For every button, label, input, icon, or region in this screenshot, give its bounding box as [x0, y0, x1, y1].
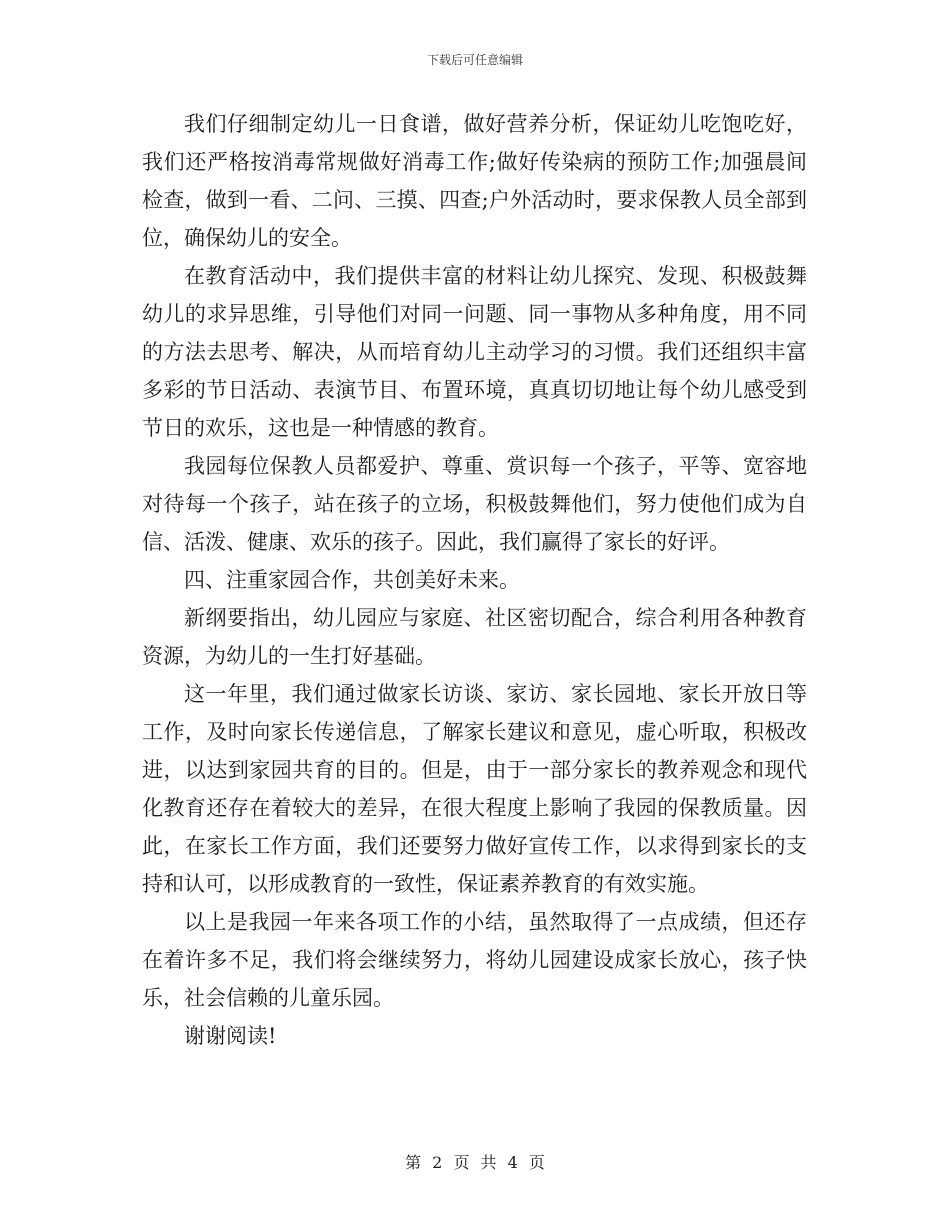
closing-line: 谢谢阅读! [184, 1024, 277, 1048]
paragraph: 我园每位保教人员都爱护、尊重、赏识每一个孩子，平等、宽容地对待每一个孩子，站在孩子的立场，积极鼓舞他们，努力使他们成为自信、活泼、健康、欢乐的孩子。因此，我们赢得了家长的好评。 [142, 454, 807, 554]
page-number: 第 2 页 共 4 页 [405, 1153, 545, 1172]
document-body [142, 105, 807, 1055]
paragraph: 新纲要指出，幼儿园应与家庭、社区密切配合，综合利用各种教育资源，为幼儿的一生打好基础。 [142, 606, 807, 668]
paragraph: 我们仔细制定幼儿一日食谱，做好营养分析，保证幼儿吃饱吃好，我们还严格按消毒常规做好消毒工作;做好传染病的预防工作;加强晨间检查，做到一看、二问、三摸、四查;户外活动时，要求保教人员全部到位，确保幼儿的安全。 [142, 112, 807, 250]
section-heading: 四、注重家园合作，共创美好未来。 [184, 568, 520, 592]
paragraph: 在教育活动中，我们提供丰富的材料让幼儿探究、发现、积极鼓舞幼儿的求异思维，引导他们对同一问题、同一事物从多种角度，用不同的方法去思考、解决，从而培育幼儿主动学习的习惯。我们还组织丰富多彩的节日活动、表演节目、布置环境，真真切切地让每个幼儿感受到节日的欢乐，这也是一种情感的教育。 [142, 264, 807, 440]
paragraph: 以上是我园一年来各项工作的小结，虽然取得了一点成绩，但还存在着许多不足，我们将会继续努力，将幼儿园建设成家长放心，孩子快乐，社会信赖的儿童乐园。 [142, 910, 807, 1010]
paragraph: 这一年里，我们通过做家长访谈、家访、家长园地、家长开放日等工作，及时向家长传递信息，了解家长建议和意见，虚心听取，积极改进，以达到家园共育的目的。但是，由于一部分家长的教养观念和现代化教育还存在着较大的差异，在很大程度上影响了我园的保教质量。因此，在家长工作方面，我们还要努力做好宣传工作，以求得到家长的支持和认可，以形成教育的一致性，保证素养教育的有效实施。 [142, 682, 807, 896]
page-header: 下载后可任意编辑 [426, 53, 523, 67]
